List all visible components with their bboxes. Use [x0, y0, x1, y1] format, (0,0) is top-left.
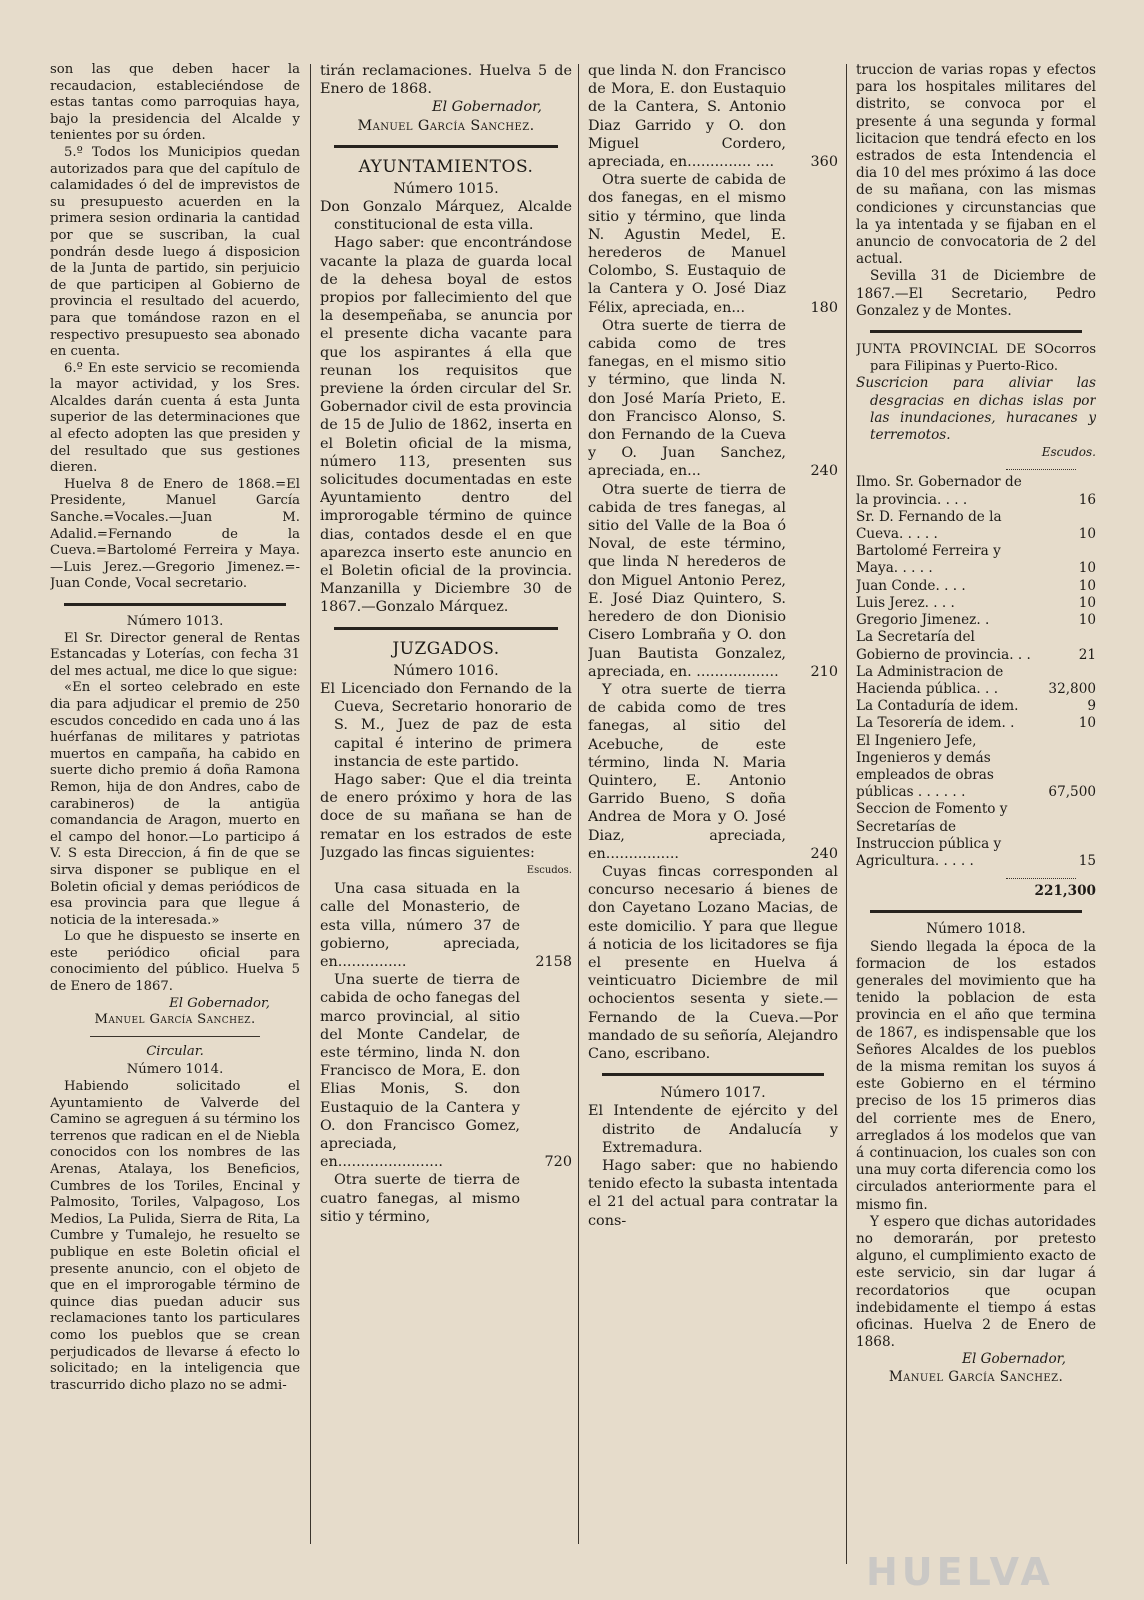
- paragraph: Y espero que dichas autoridades no demorarán, por pretesto alguno, el cumplimiento exacto de este servicio, sin dar lugar á recordatorios que ocupan indebidamente el tiempo á estas oficinas. Huelva 2 de Enero de 1868.: [856, 1213, 1096, 1351]
- donation-row: [856, 733, 1096, 802]
- item-value: 2158: [535, 953, 572, 970]
- paragraph: Cuyas fincas corresponden al concurso necesario á bienes de don Cayetano Lozano Macias, de este domicilio. Y para que llegue á noticia de los licitadores se fija el presente en Huelva á veinticuatro Diciembre de mil ochocientos sesenta y siete.—Fernando de la Cueva.—Por mandado de su señoría, Alejandro Cano, escribano.: [588, 863, 838, 1062]
- item-text: Y otra suerte de tierra de cabida como de tres fanegas, al sitio del Acebuche, de este término, linda N. Maria Quintero, E. Antonio Garrido Bueno, S doña Andrea de Mora y O. José Diaz, apreciada, en................: [588, 681, 786, 862]
- column-rule-2: [578, 64, 579, 1544]
- list-item: [320, 971, 572, 1171]
- signature-block: Huelva 8 de Enero de 1868.=El Presidente, Manuel García Sanche.=Vocales.—Juan M. Adalid.=Fernando de la Cueva.=Bartolomé Ferreira y Maya.—Luis Jerez.—Gregorio Jimenez.=-Juan Conde, Vocal secretario.: [50, 476, 300, 592]
- list-item: [588, 62, 838, 171]
- item-value: 210: [810, 663, 838, 680]
- paragraph: son las que deben hacer la recaudacion, estableciéndose de estas tantas como parroquias haya, bajo la presidencia del Alcalde y tenientes por su órden.: [50, 62, 300, 144]
- paragraph: Hago saber: que no habiendo tenido efecto la subasta intentada el 21 del actual para contratar la cons-: [588, 1157, 838, 1229]
- signature-title: El Gobernador,: [431, 99, 542, 116]
- donation-amount: 67,500: [1048, 784, 1096, 801]
- paragraph: 6.º En este servicio se recomienda la mayor actividad, y los Sres. Alcaldes darán cuenta á esta Junta superior de las determinaciones que al efecto adopten las que presiden y del resultado que sus gestiones dieren.: [50, 360, 300, 476]
- paragraph: Habiendo solicitado el Ayuntamiento de Valverde del Camino se agreguen á su término los terrenos que radican en el de Niebla conocidos con los nombres de las Arenas, Atalaya, los Beneficios, Cumbres de los Toriles, Encinal y Palmosito, Toriles, Valpagoso, Los Medios, La Pulida, Sierra de Rita, La Cumbre y Tumalejo, he resuelto se publique en este Boletin oficial el presente anuncio, con el objeto de que en el improrogable término de quince dias puedan aducir sus reclamaciones tanto los particulares como los pueblos que se crean perjudicados de llevarse á efecto lo solicitado; en la inteligencia que trascurrido dicho plazo no se admi-: [50, 1079, 300, 1393]
- donation-amount: 16: [1078, 491, 1096, 508]
- item-text: Otra suerte de tierra de cabida de tres fanegas, al sitio del Valle de la Boa ó Noval, de este término, que linda N herederos de don Miguel Antonio Perez, E. José Diaz Quintero, S. heredero de don Dionisio Cisero Lombraña y O. don Juan Bautista Gonzalez, apreciada, en. ..................: [588, 481, 786, 680]
- donation-amount: 10: [1078, 560, 1096, 577]
- column-1: [50, 62, 300, 1394]
- column-unit-label: Escudos.: [526, 864, 572, 876]
- section-separator: [64, 603, 286, 606]
- item-text: Una casa situada en la calle del Monasterio, de esta villa, número 37 de gobierno, apreciada, en...............: [320, 881, 520, 970]
- donor-name: Bartolomé Ferreira y Maya. . . . .: [856, 543, 1001, 577]
- donation-amount: 9: [1087, 698, 1096, 715]
- donor-name: Sr. D. Fernando de la Cueva. . . . .: [856, 508, 1002, 543]
- notice-number: Número 1016.: [393, 662, 499, 679]
- item-text: Otra suerte de tierra de cabida como de tres fanegas, en el mismo sitio y término, que linda N. don José María Prieto, E. don Francisco Alonso, S. don Fernando de la Cueva y O. Juan Sanchez, apreciada, en...: [588, 317, 786, 480]
- donation-row: [856, 698, 1096, 715]
- donor-name: La Contaduría de idem.: [856, 698, 1019, 715]
- donation-amount: 15: [1078, 852, 1096, 869]
- section-separator: [602, 1073, 824, 1076]
- donation-row: [856, 578, 1096, 595]
- watermark: HUELVA: [866, 1550, 1054, 1594]
- section-separator: [334, 145, 558, 148]
- paragraph: tirán reclamaciones. Huelva 5 de Enero de 1868.: [320, 63, 572, 98]
- donor-name: Seccion de Fomento y Secretarías de Instruccion pública y Agricultura. . . . .: [856, 801, 1008, 869]
- donation-row: [856, 715, 1096, 732]
- donation-row: [856, 543, 1096, 577]
- quoted-paragraph: «En el sorteo celebrado en este dia para adjudicar el premio de 250 escudos concedido en cada uno á las huérfanas de militares y patriotas muertos en campaña, ha cabido en suerte dicho premio á doña Ramona Remon, hija de don Andres, cabo de carabineros) de la antigüa comandancia de Aragon, muerto en el campo del honor.—Lo participo á V. S esta Direccion, á fin de que se sirva disponer se publique en el Boletin oficial y demas periódicos de esa provincia para que llegue á noticia de la interesada.»: [50, 680, 300, 928]
- donor-name: La Tesorería de idem. .: [856, 715, 1015, 732]
- paragraph: Siendo llegada la época de la formacion de los estados generales del movimiento que ha tenido la poblacion de esta provincia en el año que termina de 1867, es indispensable que los Señores Alcaldes de los pueblos de la misma remitan los suyos á este Gobierno en el término preciso de los 15 primeros dias del corriente mes de Enero, arreglados á los modelos que van á continuacion, los cuales son con una muy corta diferencia como los circulados anteriormente para el mismo fin.: [856, 938, 1096, 1213]
- paragraph: Sevilla 31 de Diciembre de 1867.—El Secretario, Pedro Gonzalez y de Montes.: [856, 268, 1096, 319]
- list-item: [588, 681, 838, 863]
- donation-amount: 10: [1078, 526, 1096, 543]
- notice-number: Número 1014.: [126, 1062, 224, 1078]
- signature-name: Manuel García Sanchez.: [888, 1368, 1064, 1385]
- separator: [1006, 469, 1076, 470]
- signature-name: Manuel García Sanchez.: [357, 117, 535, 134]
- notice-number: Número 1018.: [926, 921, 1026, 938]
- donor-name: El Ingeniero Jefe, Ingenieros y demás empleados de obras públicas . . . . . .: [856, 732, 994, 801]
- donation-amount: 10: [1078, 715, 1096, 732]
- item-text: que linda N. don Francisco de Mora, E. don Eustaquio de la Cantera, S. Antonio Diaz Garrido y O. don Miguel Cordero, apreciada, en.............. ....: [588, 63, 786, 171]
- column-unit-label: Escudos.: [1041, 445, 1096, 460]
- donation-amount: 10: [1078, 594, 1096, 611]
- section-separator: [870, 330, 1082, 333]
- donor-name: Ilmo. Sr. Gobernador de la provincia. . . .: [856, 474, 1022, 508]
- donation-row: [856, 664, 1096, 698]
- donation-row: [856, 801, 1096, 870]
- section-separator: [334, 627, 558, 630]
- list-item: [588, 481, 838, 681]
- subtitle: Suscricion para aliviar las desgracias en dichas islas por las inundaciones, huracanes y terremotos.: [856, 375, 1096, 444]
- donation-amount: 32,800: [1048, 680, 1096, 697]
- paragraph: Hago saber: que encontrándose vacante la plaza de guarda local de la dehesa boyal de estos propios por fallecimiento del que la desempeñaba, se anuncia por el presente dicha vacante para que los aspirantes á ella que reunan los requisitos que previene la órden circular del Sr. Gobernador civil de esta provincia de 15 de Julio de 1862, inserta en el Boletin oficial de la misma, número 113, presenten sus solicitudes documentadas en este Ayuntamiento dentro del improrogable término de quince dias, contados desde el en que aparezca inserto este anuncio en el Boletin oficial de la provincia. Manzanilla y Diciembre 30 de 1867.—Gonzalo Márquez.: [320, 235, 572, 616]
- item-value: 360: [810, 154, 838, 171]
- list-item: [588, 317, 838, 481]
- signature-title: El Gobernador,: [962, 1351, 1066, 1368]
- paragraph: truccion de varias ropas y efectos para los hospitales militares del distrito, se convoca por el presente á una segunda y formal licitacion que tendrá efecto en los estrados de esta Intendencia el dia 10 del mes próximo á las doce de su mañana, con las mismas condiciones y circunstancias que la ya intentada y se fijaban en el anuncio de convocatoria de 2 del actual.: [856, 62, 1096, 268]
- paragraph: Don Gonzalo Márquez, Alcalde constitucional de esta villa.: [320, 199, 572, 234]
- column-3: [588, 62, 838, 1230]
- signature-title: El Gobernador,: [169, 995, 270, 1011]
- section-separator: [870, 910, 1082, 913]
- circular-heading: Circular.: [146, 1043, 204, 1059]
- donor-name: La Administracion de Hacienda pública. . .: [856, 663, 1004, 697]
- list-item: [588, 171, 838, 317]
- list-item: [320, 880, 572, 971]
- paragraph: 5.º Todos los Municipios quedan autorizados para que del capítulo de calamidades ó del de imprevistos de su presupuesto acuerden en la primera sesion ordinaria la cantidad por que se suscriban, la cual pondrán desde luego á disposicion de la Junta de partido, sin perjuicio de que participen al Gobierno de provincia el resultado del acuerdo, para que tomándose razon en el respectivo presupuesto sea abonado en cuenta.: [50, 144, 300, 360]
- paragraph: El Intendente de ejército y del distrito de Andalucía y Extremadura.: [588, 1103, 838, 1156]
- paragraph: El Licenciado don Fernando de la Cueva, Secretario honorario de S. M., Juez de paz de esta capital é interino de primera instancia de este partido.: [320, 680, 572, 770]
- item-value: 720: [544, 1154, 572, 1171]
- donation-row: [856, 629, 1096, 663]
- item-text: Otra suerte de cabida de dos fanegas, en el mismo sitio y término, que linda N. Agustin Medel, E. herederos de Manuel Colombo, S. Eustaquio de la Cantera y O. José Diaz Félix, apreciada, en...: [588, 172, 786, 316]
- item-text: Una suerte de tierra de cabida de ocho fanegas del marco provincial, al sitio del Monte Candelar, de este término, linda N. don Francisco de Mora, E. don Elias Monis, S. don Eustaquio de la Cantera y O. don Francisco Gomez, apreciada, en.......................: [320, 972, 520, 1171]
- list-item: [320, 1171, 572, 1226]
- donation-amount: 10: [1078, 577, 1096, 594]
- separator: [1006, 878, 1076, 879]
- item-value: 180: [810, 299, 838, 316]
- column-4: [856, 62, 1096, 1386]
- donation-row: [856, 474, 1096, 508]
- donation-amount: 21: [1078, 646, 1096, 663]
- column-rule-3: [846, 64, 847, 1564]
- donation-row: [856, 595, 1096, 612]
- donation-amount: 10: [1078, 612, 1096, 629]
- donations-list: [856, 474, 1096, 870]
- column-2: [320, 62, 572, 1226]
- donations-total: 221,300: [1034, 883, 1096, 900]
- section-heading: AYUNTAMIENTOS.: [358, 156, 534, 177]
- donation-row: [856, 612, 1096, 629]
- paragraph: El Sr. Director general de Rentas Estancadas y Loterías, con fecha 31 del mes actual, me dice lo que sigue:: [50, 630, 300, 679]
- donor-name: Gregorio Jimenez. .: [856, 612, 990, 629]
- signature-name: Manuel García Sanchez.: [94, 1012, 256, 1028]
- notice-number: Número 1013.: [126, 614, 224, 629]
- paragraph: Hago saber: Que el dia treinta de enero próximo y hora de las doce de su mañana se han de rematar en los estrados de este Juzgado las fincas siguientes:: [320, 771, 572, 861]
- donor-name: La Secretaría del Gobierno de provincia. . .: [856, 629, 1031, 663]
- donor-name: Juan Conde. . . .: [856, 577, 966, 594]
- section-heading: JUZGADOS.: [392, 638, 500, 659]
- paragraph: Lo que he dispuesto se inserte en este periódico oficial para conocimiento del público. Huelva 5 de Enero de 1867.: [50, 929, 300, 995]
- notice-number: Número 1015.: [393, 180, 499, 197]
- column-rule-1: [310, 64, 311, 1544]
- item-text: Otra suerte de tierra de cuatro fanegas, al mismo sitio y término,: [320, 1172, 520, 1225]
- section-heading: JUNTA PROVINCIAL DE SOcorros para Filipinas y Puerto-Rico.: [856, 342, 1096, 375]
- donor-name: Luis Jerez. . . .: [856, 594, 955, 611]
- notice-number: Número 1017.: [660, 1085, 766, 1102]
- donation-row: [856, 509, 1096, 543]
- item-value: 240: [810, 845, 838, 862]
- item-value: 240: [810, 463, 838, 480]
- separator: [90, 1036, 260, 1037]
